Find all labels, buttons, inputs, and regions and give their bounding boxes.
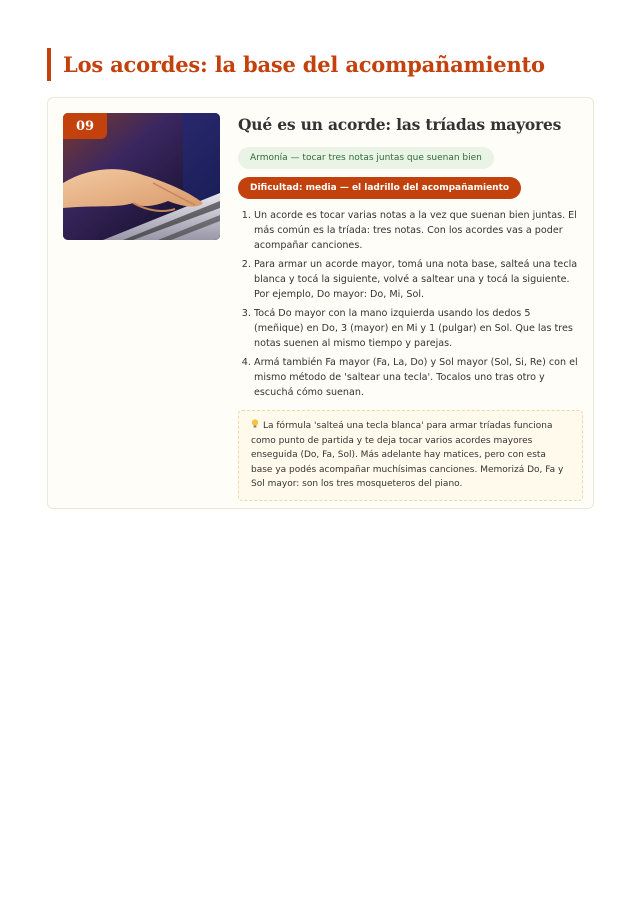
lesson-card [47,97,594,509]
tip-text: La fórmula 'salteá una tecla blanca' para armar tríadas funciona como punto de partida y te deja tocar varios acordes mayores enseguida (Do, Fa, Sol). Más adelante hay matices, pero con esta base ya podés acompañar muchísimas canciones. Memorizá Do, Fa y Sol mayor: son los tres mosqueteros del piano. [251,421,564,489]
topic-tag: Armonía — tocar tres notas juntas que suenan bien [238,147,494,169]
tip-box [238,410,583,501]
steps-list [238,208,583,400]
section-title-text: Los acordes: la base del acompañamiento [63,52,545,77]
difficulty-tag: Dificultad: media — el ladrillo del acompañamiento [238,177,521,199]
lesson-number-badge: 09 [63,113,107,139]
lesson-content [238,113,583,501]
step-item: 1. Un acorde es tocar varias notas a la vez que suenan bien juntas. El más común es la tríada: tres notas. Con los acordes vas a poder acompañar canciones. [254,208,583,253]
section-heading [47,48,545,81]
lesson-title: Qué es un acorde: las tríadas mayores [238,115,562,134]
lightbulb-icon [251,419,259,429]
step-item: 4. Armá también Fa mayor (Fa, La, Do) y Sol mayor (Sol, Si, Re) con el mismo método de 'saltear una tecla'. Tocalos uno tras otro y escuchá cómo suenan. [254,355,583,400]
step-item: 3. Tocá Do mayor con la mano izquierda usando los dedos 5 (meñique) en Do, 3 (mayor) en Mi y 1 (pulgar) en Sol. Que las tres notas suenen al mismo tiempo y parejas. [254,306,583,351]
step-item: 2. Para armar un acorde mayor, tomá una nota base, salteá una tecla blanca y tocá la siguiente, volvé a saltear una y tocá la siguiente. Por ejemplo, Do mayor: Do, Mi, Sol. [254,257,583,302]
